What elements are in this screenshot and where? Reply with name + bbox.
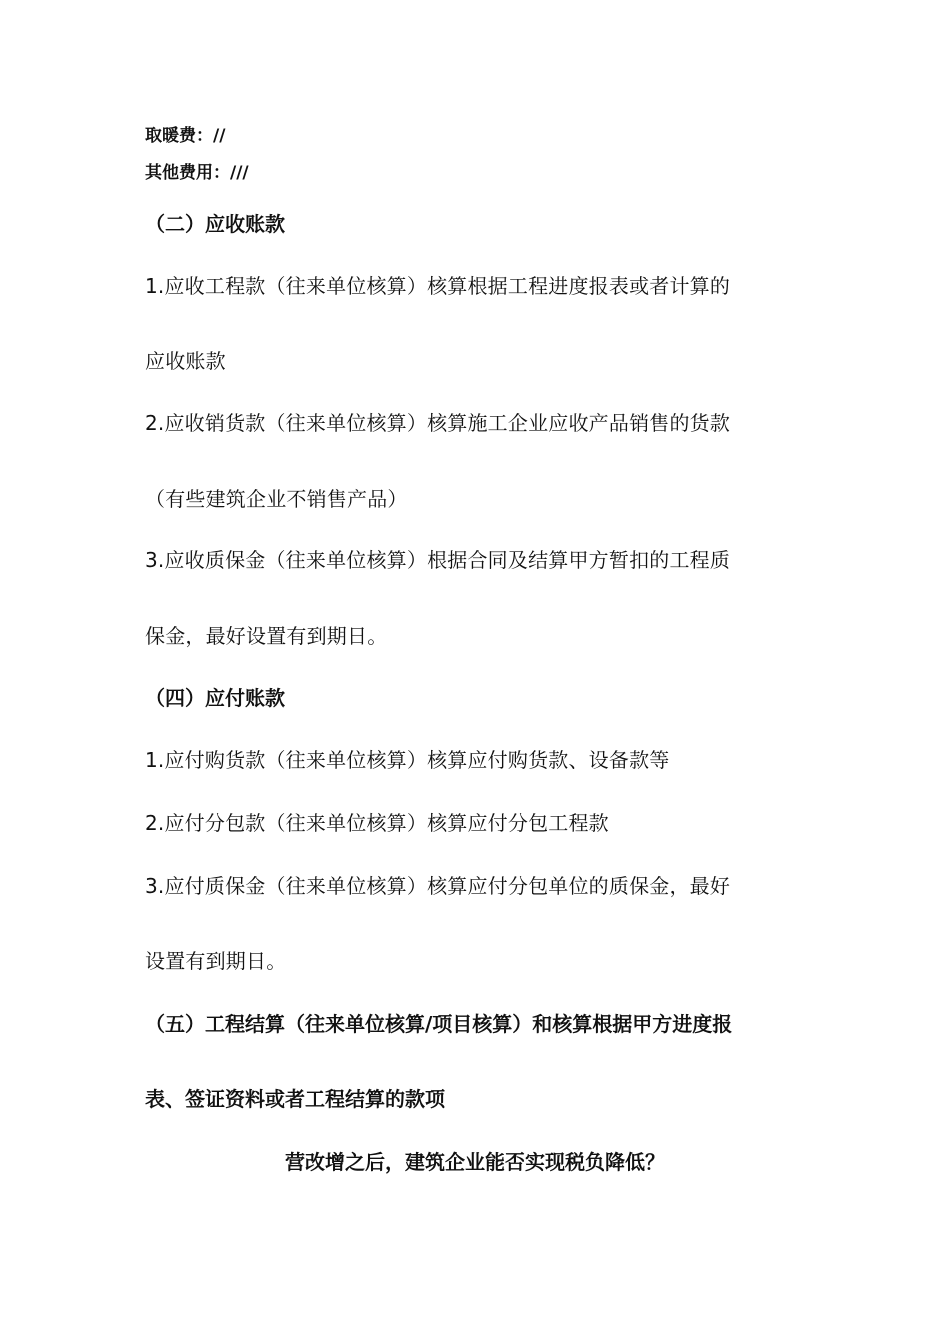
receivable-item-1-continued: 应收账款 [145,349,226,373]
payable-item-3-continued: 设置有到期日。 [145,949,287,973]
other-fees-line: 其他费用：/// [145,163,249,183]
receivable-item-3-continued: 保金，最好设置有到期日。 [145,624,388,648]
receivable-item-2: 2.应收销货款（往来单位核算）核算施工企业应收产品销售的货款 [145,411,731,435]
section-heading-settlement-continued: 表、签证资料或者工程结算的款项 [145,1087,445,1111]
payable-item-1: 1.应付购货款（往来单位核算）核算应付购货款、设备款等 [145,748,670,772]
section-heading-payables: （四）应付账款 [145,686,285,710]
receivable-item-3: 3.应收质保金（往来单位核算）根据合同及结算甲方暂扣的工程质 [145,548,731,572]
section-heading-settlement: （五）工程结算（往来单位核算/项目核算）和核算根据甲方进度报 [145,1012,733,1036]
heating-fee-line: 取暖费：// [145,126,226,146]
payable-item-3: 3.应付质保金（往来单位核算）核算应付分包单位的质保金，最好 [145,874,731,898]
article-title: 营改增之后，建筑企业能否实现税负降低？ [285,1150,665,1174]
receivable-item-1: 1.应收工程款（往来单位核算）核算根据工程进度报表或者计算的 [145,274,731,298]
payable-item-2: 2.应付分包款（往来单位核算）核算应付分包工程款 [145,811,609,835]
section-heading-receivables: （二）应收账款 [145,212,285,236]
receivable-item-2-continued: （有些建筑企业不销售产品） [145,487,408,511]
